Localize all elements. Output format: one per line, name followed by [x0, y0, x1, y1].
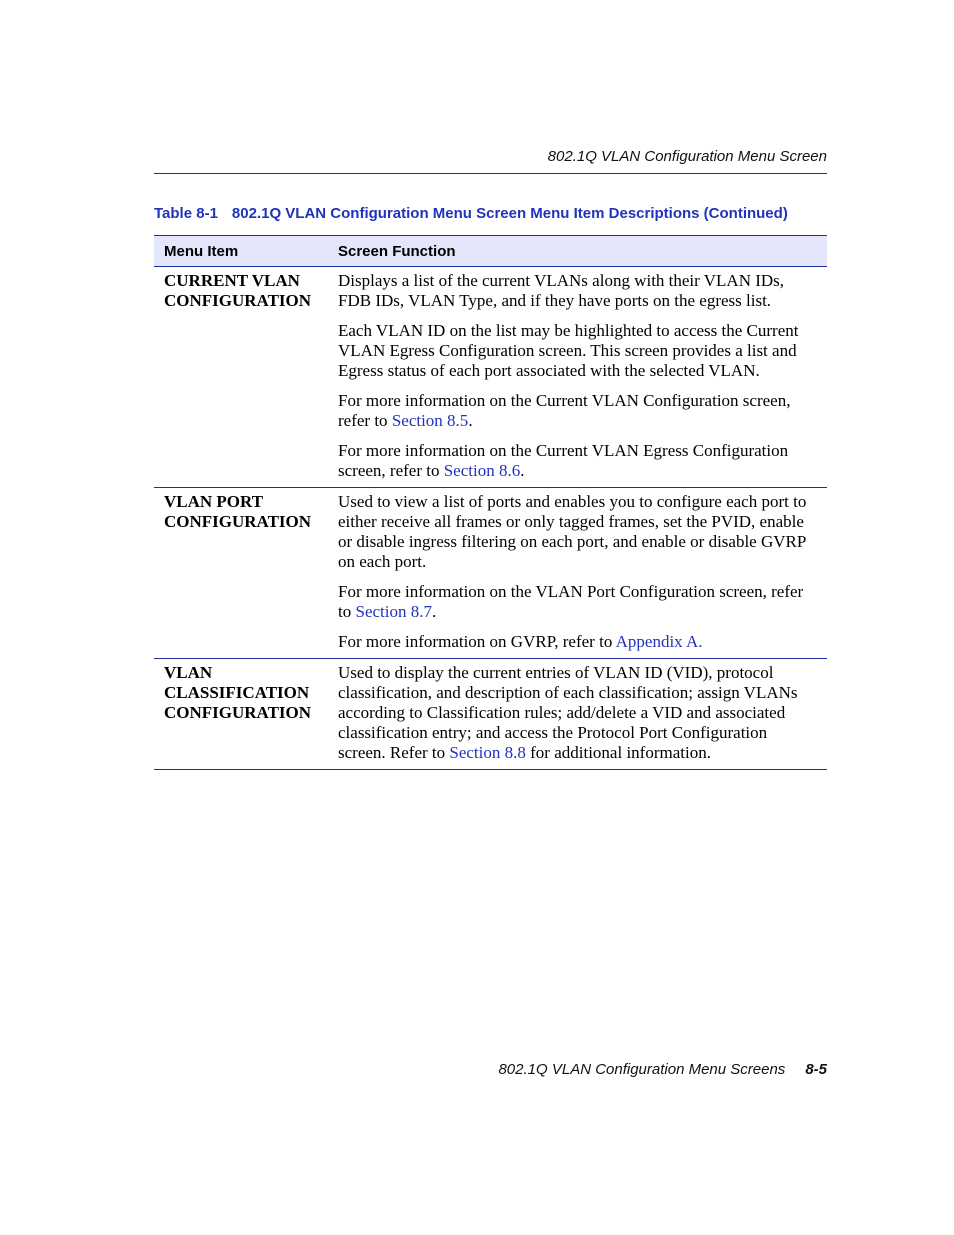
- paragraph-text-end: for additional information.: [525, 743, 711, 762]
- function-paragraph: [338, 391, 813, 431]
- screen-function-cell: [328, 488, 827, 659]
- section-8-6-link[interactable]: Section 8.6: [443, 461, 521, 480]
- function-paragraph: [338, 582, 813, 622]
- menu-item-name-line: CONFIGURATION: [164, 703, 312, 722]
- paragraph-text: For more information on the Current VLAN Configuration screen, refer to: [338, 391, 791, 430]
- table-row: [154, 267, 827, 488]
- section-8-7-link[interactable]: Section 8.7: [355, 602, 432, 621]
- function-paragraph: [338, 441, 813, 481]
- column-header-screen-function: Screen Function: [328, 236, 827, 267]
- function-paragraph: Used to view a list of ports and enables you to configure each port to either receive all frames or only tagged frames, set the PVID, enable or disable ingress filtering on each port, and enable or disable GVRP on each port.: [338, 492, 807, 571]
- menu-item-name-line: CONFIGURATION: [164, 291, 312, 310]
- screen-function-cell: [328, 659, 827, 770]
- section-8-5-link[interactable]: Section 8.5: [391, 411, 469, 430]
- function-paragraph: Each VLAN ID on the list may be highlighted to access the Current VLAN Egress Configuration screen. This screen provides a list and Egress status of each port associated with the selected VLAN.: [338, 321, 799, 380]
- function-paragraph: Displays a list of the current VLANs along with their VLAN IDs, FDB IDs, VLAN Type, and if they have ports on the egress list.: [338, 271, 785, 310]
- paragraph-text-end: .: [520, 461, 525, 480]
- table-title: 802.1Q VLAN Configuration Menu Screen Menu Item Descriptions (Continued): [231, 205, 788, 222]
- menu-item-cell: [154, 267, 328, 488]
- paragraph-text-end: .: [431, 602, 437, 621]
- menu-item-cell: [154, 659, 328, 770]
- page-footer: [154, 1061, 827, 1078]
- menu-item-name-line: VLAN: [164, 663, 213, 682]
- menu-item-name-line: CURRENT VLAN: [164, 271, 300, 290]
- screen-function-cell: [328, 267, 827, 488]
- table-number: Table 8-1: [154, 205, 218, 222]
- section-8-8-link[interactable]: Section 8.8: [449, 743, 526, 762]
- table-row: [154, 659, 827, 770]
- menu-item-descriptions-table: [154, 235, 827, 770]
- page-number: 8-5: [805, 1061, 827, 1078]
- menu-item-cell: [154, 488, 328, 659]
- table-caption: [154, 205, 854, 222]
- menu-item-name-line: CONFIGURATION: [164, 512, 312, 531]
- paragraph-text: For more information on the VLAN Port Configuration screen, refer to: [338, 582, 804, 621]
- menu-item-name-line: CLASSIFICATION: [164, 683, 310, 702]
- header-rule: [154, 173, 827, 174]
- table-row: [154, 488, 827, 659]
- table-header-row: [154, 236, 827, 267]
- paragraph-text: Used to display the current entries of VLAN ID (VID), protocol classification, and description of each classification; assign VLANs according to Classification rules; add/delete a VID and associated classification entry; and access the Protocol Port Configuration screen. Refer to: [338, 663, 798, 762]
- column-header-menu-item: Menu Item: [154, 236, 328, 267]
- menu-item-name-line: VLAN PORT: [164, 492, 264, 511]
- paragraph-text: For more information on GVRP, refer to: [338, 632, 616, 651]
- paragraph-text: For more information on the Current VLAN Egress Configuration screen, refer to: [338, 441, 789, 480]
- footer-title: 802.1Q VLAN Configuration Menu Screens: [498, 1061, 786, 1078]
- function-paragraph: [338, 632, 813, 652]
- function-paragraph: [338, 663, 813, 763]
- paragraph-text-end: .: [468, 411, 473, 430]
- running-head: 802.1Q VLAN Configuration Menu Screen: [547, 148, 827, 165]
- appendix-a-link[interactable]: Appendix A.: [615, 632, 703, 651]
